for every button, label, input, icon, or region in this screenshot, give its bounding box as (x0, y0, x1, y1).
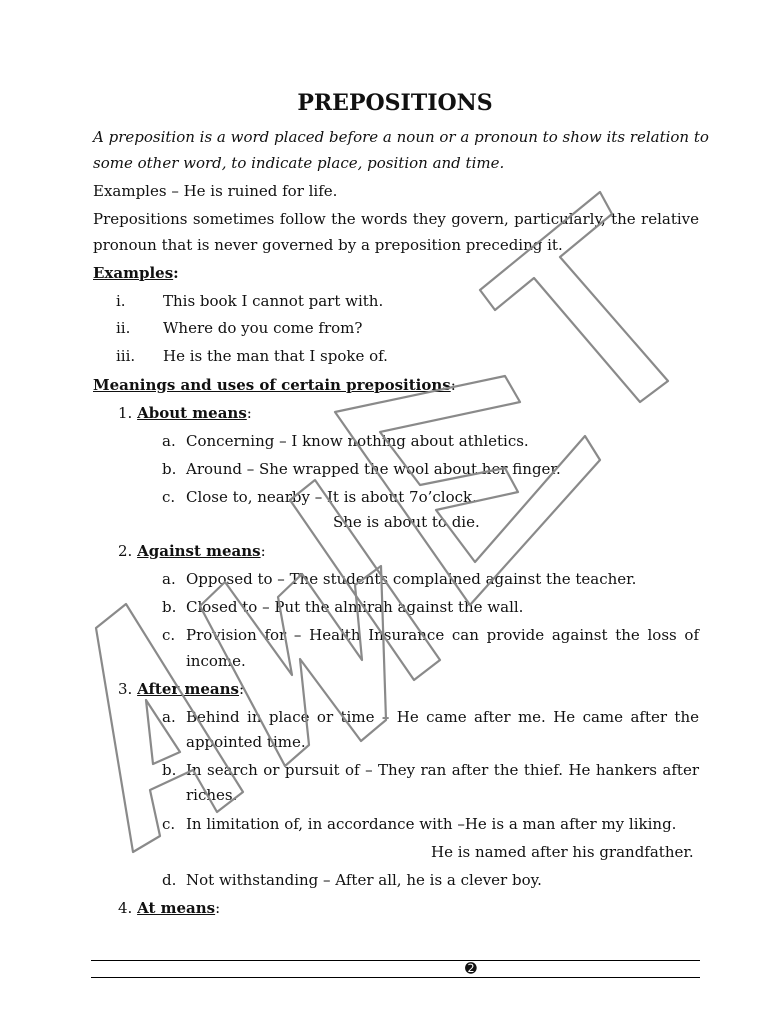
after-d-text: Not withstanding – After all, he is a clever boy. (186, 871, 542, 889)
definition-line-1: A preposition is a word placed before a noun or a pronoun to show its relation to (93, 128, 709, 146)
after-c-letter: c. (162, 815, 176, 833)
section-after-heading-row (118, 680, 244, 698)
after-a-text-1: Behind in place or time – He came after me. He came after the (186, 708, 699, 726)
after-a-text-2: appointed time. (186, 733, 306, 751)
page-number: ➋ (465, 961, 477, 977)
after-a-letter: a. (162, 708, 176, 726)
page-title: PREPOSITIONS (297, 90, 493, 116)
section-after-heading: After means (137, 680, 240, 698)
section-at-heading: At means (137, 899, 216, 917)
example-2-number: ii. (116, 319, 131, 337)
section-after-number: 3. (118, 680, 133, 698)
after-b-text-2: riches. (186, 786, 238, 804)
about-b-text: Around – She wrapped the wool about her finger. (186, 460, 561, 478)
meanings-heading: Meanings and uses of certain prepositions (93, 376, 451, 394)
section-about-heading-row (118, 404, 252, 422)
about-c-letter: c. (162, 488, 176, 506)
against-a-letter: a. (162, 570, 176, 588)
after-d-letter: d. (162, 871, 177, 889)
examples-heading: Examples (93, 264, 174, 282)
meanings-colon: : (450, 376, 456, 394)
section-against-heading-row (118, 542, 266, 560)
against-b-text: Closed to – Put the almirah against the wall. (186, 598, 524, 616)
section-at-heading-row (118, 899, 220, 917)
examples-heading-row (93, 264, 179, 282)
example-3-number: iii. (116, 347, 136, 365)
after-c-text-2: He is named after his grandfather. (431, 843, 694, 861)
against-a-text: Opposed to – The students complained against the teacher. (186, 570, 637, 588)
example-line: Examples – He is ruined for life. (93, 182, 338, 200)
section-against-number: 2. (118, 542, 133, 560)
example-1-text: This book I cannot part with. (163, 292, 384, 310)
section-about-heading: About means (137, 404, 247, 422)
about-a-text: Concerning – I know nothing about athletics. (186, 432, 529, 450)
section-against-heading: Against means (137, 542, 261, 560)
example-3-text: He is the man that I spoke of. (163, 347, 388, 365)
about-c-text-1: Close to, nearby – It is about 7o’clock. (186, 488, 477, 506)
after-b-text-1: In search or pursuit of – They ran after the thief. He hankers after (186, 761, 699, 779)
section-about-number: 1. (118, 404, 133, 422)
section-at-colon: : (215, 899, 221, 917)
after-c-text-1: In limitation of, in accordance with –He is a man after my liking. (186, 815, 677, 833)
example-2-text: Where do you come from? (163, 319, 363, 337)
section-against-colon: : (260, 542, 266, 560)
footer-rule-top (91, 960, 700, 961)
footer-rule-bottom (91, 977, 700, 978)
meanings-heading-row (93, 376, 456, 394)
section-after-colon: : (239, 680, 245, 698)
after-b-letter: b. (162, 761, 177, 779)
against-c-letter: c. (162, 626, 176, 644)
section-at-number: 4. (118, 899, 133, 917)
definition-line-2: some other word, to indicate place, position and time. (93, 154, 505, 172)
against-b-letter: b. (162, 598, 177, 616)
example-1-number: i. (116, 292, 126, 310)
about-b-letter: b. (162, 460, 177, 478)
paragraph-line-1: Prepositions sometimes follow the words they govern, particularly, the relative (93, 210, 699, 228)
against-c-text-2: income. (186, 652, 246, 670)
about-a-letter: a. (162, 432, 176, 450)
against-c-text-1: Provision for – Health Insurance can provide against the loss of (186, 626, 699, 644)
paragraph-line-2: pronoun that is never governed by a preposition preceding it. (93, 236, 563, 254)
section-about-colon: : (246, 404, 252, 422)
examples-colon: : (173, 264, 179, 282)
about-c-text-2: She is about to die. (333, 513, 480, 531)
